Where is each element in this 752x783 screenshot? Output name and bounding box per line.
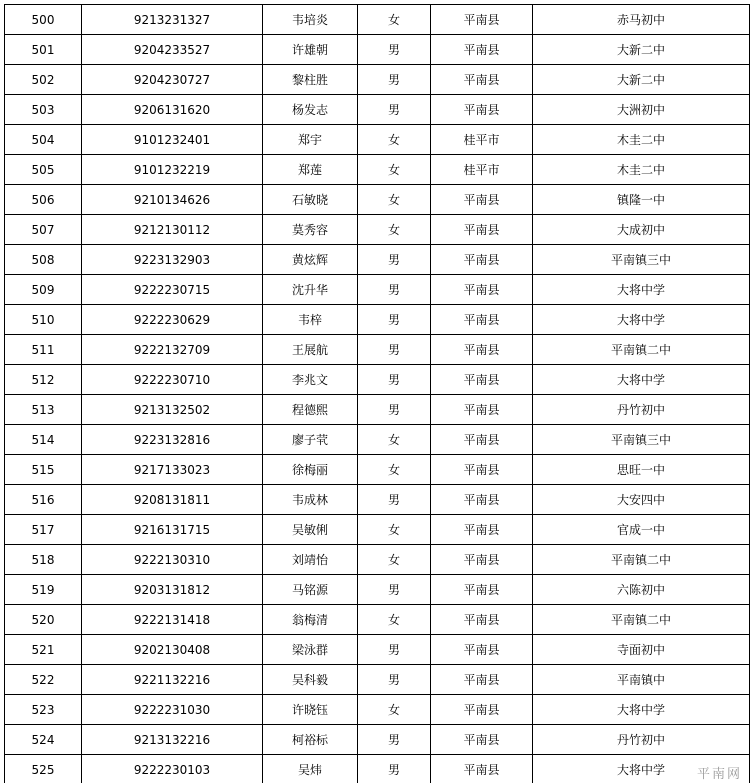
gender-cell: 男 bbox=[358, 275, 431, 305]
roster-body bbox=[5, 5, 750, 783]
row-number-cell: 503 bbox=[5, 95, 82, 125]
student-name-cell: 李兆文 bbox=[263, 365, 358, 395]
row-number-cell: 507 bbox=[5, 215, 82, 245]
table-row bbox=[5, 335, 750, 365]
row-number-cell: 518 bbox=[5, 545, 82, 575]
row-number-cell: 505 bbox=[5, 155, 82, 185]
county-cell: 平南县 bbox=[431, 545, 533, 575]
row-number-cell: 524 bbox=[5, 725, 82, 755]
county-cell: 平南县 bbox=[431, 665, 533, 695]
school-cell: 赤马初中 bbox=[533, 5, 750, 35]
student-name-cell: 吴科毅 bbox=[263, 665, 358, 695]
table-row bbox=[5, 575, 750, 605]
county-cell: 平南县 bbox=[431, 245, 533, 275]
school-cell: 寺面初中 bbox=[533, 635, 750, 665]
school-cell: 大将中学 bbox=[533, 695, 750, 725]
row-number-cell: 515 bbox=[5, 455, 82, 485]
gender-cell: 男 bbox=[358, 755, 431, 783]
county-cell: 平南县 bbox=[431, 65, 533, 95]
row-number-cell: 521 bbox=[5, 635, 82, 665]
row-number-cell: 520 bbox=[5, 605, 82, 635]
table-row bbox=[5, 275, 750, 305]
row-number-cell: 506 bbox=[5, 185, 82, 215]
exam-id-cell: 9212130112 bbox=[82, 215, 263, 245]
school-cell: 思旺一中 bbox=[533, 455, 750, 485]
gender-cell: 男 bbox=[358, 335, 431, 365]
gender-cell: 男 bbox=[358, 665, 431, 695]
exam-id-cell: 9210134626 bbox=[82, 185, 263, 215]
exam-id-cell: 9222131418 bbox=[82, 605, 263, 635]
county-cell: 平南县 bbox=[431, 335, 533, 365]
exam-id-cell: 9222231030 bbox=[82, 695, 263, 725]
school-cell: 平南镇三中 bbox=[533, 245, 750, 275]
student-name-cell: 莫秀容 bbox=[263, 215, 358, 245]
row-number-cell: 500 bbox=[5, 5, 82, 35]
school-cell: 大新二中 bbox=[533, 65, 750, 95]
student-roster-table bbox=[4, 4, 750, 783]
table-row bbox=[5, 455, 750, 485]
exam-id-cell: 9217133023 bbox=[82, 455, 263, 485]
student-name-cell: 韦梓 bbox=[263, 305, 358, 335]
exam-id-cell: 9222230715 bbox=[82, 275, 263, 305]
table-row bbox=[5, 695, 750, 725]
table-row bbox=[5, 215, 750, 245]
student-name-cell: 徐梅丽 bbox=[263, 455, 358, 485]
table-row bbox=[5, 65, 750, 95]
county-cell: 平南县 bbox=[431, 635, 533, 665]
exam-id-cell: 9101232401 bbox=[82, 125, 263, 155]
school-cell: 丹竹初中 bbox=[533, 725, 750, 755]
row-number-cell: 509 bbox=[5, 275, 82, 305]
row-number-cell: 510 bbox=[5, 305, 82, 335]
school-cell: 大将中学 bbox=[533, 275, 750, 305]
table-row bbox=[5, 545, 750, 575]
row-number-cell: 517 bbox=[5, 515, 82, 545]
row-number-cell: 501 bbox=[5, 35, 82, 65]
row-number-cell: 522 bbox=[5, 665, 82, 695]
exam-id-cell: 9223132816 bbox=[82, 425, 263, 455]
gender-cell: 男 bbox=[358, 575, 431, 605]
row-number-cell: 519 bbox=[5, 575, 82, 605]
table-row bbox=[5, 725, 750, 755]
exam-id-cell: 9222230103 bbox=[82, 755, 263, 783]
student-name-cell: 韦培炎 bbox=[263, 5, 358, 35]
row-number-cell: 513 bbox=[5, 395, 82, 425]
exam-id-cell: 9216131715 bbox=[82, 515, 263, 545]
gender-cell: 男 bbox=[358, 245, 431, 275]
school-cell: 大将中学 bbox=[533, 755, 750, 783]
row-number-cell: 511 bbox=[5, 335, 82, 365]
student-name-cell: 黎柱胜 bbox=[263, 65, 358, 95]
exam-id-cell: 9213132216 bbox=[82, 725, 263, 755]
school-cell: 平南镇中 bbox=[533, 665, 750, 695]
exam-id-cell: 9202130408 bbox=[82, 635, 263, 665]
row-number-cell: 504 bbox=[5, 125, 82, 155]
table-row bbox=[5, 635, 750, 665]
county-cell: 平南县 bbox=[431, 5, 533, 35]
table-row bbox=[5, 5, 750, 35]
county-cell: 平南县 bbox=[431, 215, 533, 245]
county-cell: 平南县 bbox=[431, 485, 533, 515]
county-cell: 平南县 bbox=[431, 755, 533, 783]
county-cell: 平南县 bbox=[431, 455, 533, 485]
county-cell: 平南县 bbox=[431, 365, 533, 395]
county-cell: 平南县 bbox=[431, 575, 533, 605]
school-cell: 丹竹初中 bbox=[533, 395, 750, 425]
table-row bbox=[5, 755, 750, 783]
gender-cell: 女 bbox=[358, 455, 431, 485]
exam-id-cell: 9101232219 bbox=[82, 155, 263, 185]
student-name-cell: 梁泳群 bbox=[263, 635, 358, 665]
school-cell: 官成一中 bbox=[533, 515, 750, 545]
school-cell: 大安四中 bbox=[533, 485, 750, 515]
county-cell: 平南县 bbox=[431, 275, 533, 305]
table-row bbox=[5, 365, 750, 395]
gender-cell: 女 bbox=[358, 5, 431, 35]
student-name-cell: 石敏晓 bbox=[263, 185, 358, 215]
school-cell: 平南镇二中 bbox=[533, 545, 750, 575]
school-cell: 平南镇二中 bbox=[533, 605, 750, 635]
table-row bbox=[5, 305, 750, 335]
exam-id-cell: 9204230727 bbox=[82, 65, 263, 95]
gender-cell: 女 bbox=[358, 515, 431, 545]
row-number-cell: 508 bbox=[5, 245, 82, 275]
gender-cell: 男 bbox=[358, 35, 431, 65]
table-row bbox=[5, 605, 750, 635]
student-name-cell: 廖子茕 bbox=[263, 425, 358, 455]
exam-id-cell: 9204233527 bbox=[82, 35, 263, 65]
county-cell: 平南县 bbox=[431, 425, 533, 455]
row-number-cell: 502 bbox=[5, 65, 82, 95]
table-row bbox=[5, 665, 750, 695]
student-name-cell: 沈升华 bbox=[263, 275, 358, 305]
exam-id-cell: 9203131812 bbox=[82, 575, 263, 605]
school-cell: 大新二中 bbox=[533, 35, 750, 65]
row-number-cell: 516 bbox=[5, 485, 82, 515]
table-row bbox=[5, 515, 750, 545]
gender-cell: 女 bbox=[358, 605, 431, 635]
exam-id-cell: 9222130310 bbox=[82, 545, 263, 575]
table-row bbox=[5, 395, 750, 425]
student-name-cell: 吴敏俐 bbox=[263, 515, 358, 545]
student-name-cell: 翁梅清 bbox=[263, 605, 358, 635]
table-row bbox=[5, 485, 750, 515]
county-cell: 平南县 bbox=[431, 95, 533, 125]
table-row bbox=[5, 35, 750, 65]
exam-id-cell: 9222230710 bbox=[82, 365, 263, 395]
school-cell: 六陈初中 bbox=[533, 575, 750, 605]
table-row bbox=[5, 185, 750, 215]
gender-cell: 女 bbox=[358, 545, 431, 575]
site-watermark: 平南网 bbox=[691, 761, 746, 783]
student-name-cell: 杨发志 bbox=[263, 95, 358, 125]
row-number-cell: 512 bbox=[5, 365, 82, 395]
student-name-cell: 郑宇 bbox=[263, 125, 358, 155]
gender-cell: 女 bbox=[358, 185, 431, 215]
exam-id-cell: 9213231327 bbox=[82, 5, 263, 35]
county-cell: 桂平市 bbox=[431, 125, 533, 155]
school-cell: 大将中学 bbox=[533, 365, 750, 395]
gender-cell: 女 bbox=[358, 155, 431, 185]
gender-cell: 男 bbox=[358, 485, 431, 515]
gender-cell: 男 bbox=[358, 365, 431, 395]
county-cell: 平南县 bbox=[431, 305, 533, 335]
table-row bbox=[5, 155, 750, 185]
school-cell: 木圭二中 bbox=[533, 155, 750, 185]
gender-cell: 女 bbox=[358, 215, 431, 245]
county-cell: 平南县 bbox=[431, 185, 533, 215]
student-name-cell: 吴炜 bbox=[263, 755, 358, 783]
school-cell: 镇隆一中 bbox=[533, 185, 750, 215]
county-cell: 平南县 bbox=[431, 35, 533, 65]
exam-id-cell: 9221132216 bbox=[82, 665, 263, 695]
gender-cell: 女 bbox=[358, 695, 431, 725]
exam-id-cell: 9206131620 bbox=[82, 95, 263, 125]
table-row bbox=[5, 95, 750, 125]
gender-cell: 男 bbox=[358, 395, 431, 425]
table-row bbox=[5, 125, 750, 155]
exam-id-cell: 9213132502 bbox=[82, 395, 263, 425]
student-name-cell: 程德熙 bbox=[263, 395, 358, 425]
school-cell: 大将中学 bbox=[533, 305, 750, 335]
row-number-cell: 525 bbox=[5, 755, 82, 783]
student-name-cell: 王展航 bbox=[263, 335, 358, 365]
student-name-cell: 韦成林 bbox=[263, 485, 358, 515]
gender-cell: 男 bbox=[358, 635, 431, 665]
row-number-cell: 523 bbox=[5, 695, 82, 725]
county-cell: 桂平市 bbox=[431, 155, 533, 185]
row-number-cell: 514 bbox=[5, 425, 82, 455]
student-name-cell: 刘靖怡 bbox=[263, 545, 358, 575]
student-name-cell: 许晓钰 bbox=[263, 695, 358, 725]
student-name-cell: 黄炫辉 bbox=[263, 245, 358, 275]
gender-cell: 女 bbox=[358, 425, 431, 455]
county-cell: 平南县 bbox=[431, 395, 533, 425]
county-cell: 平南县 bbox=[431, 725, 533, 755]
school-cell: 平南镇三中 bbox=[533, 425, 750, 455]
county-cell: 平南县 bbox=[431, 515, 533, 545]
exam-id-cell: 9208131811 bbox=[82, 485, 263, 515]
school-cell: 大成初中 bbox=[533, 215, 750, 245]
gender-cell: 男 bbox=[358, 725, 431, 755]
school-cell: 平南镇二中 bbox=[533, 335, 750, 365]
county-cell: 平南县 bbox=[431, 605, 533, 635]
school-cell: 木圭二中 bbox=[533, 125, 750, 155]
student-name-cell: 郑莲 bbox=[263, 155, 358, 185]
exam-id-cell: 9223132903 bbox=[82, 245, 263, 275]
exam-id-cell: 9222230629 bbox=[82, 305, 263, 335]
school-cell: 大洲初中 bbox=[533, 95, 750, 125]
gender-cell: 男 bbox=[358, 95, 431, 125]
county-cell: 平南县 bbox=[431, 695, 533, 725]
table-row bbox=[5, 245, 750, 275]
gender-cell: 女 bbox=[358, 125, 431, 155]
gender-cell: 男 bbox=[358, 305, 431, 335]
gender-cell: 男 bbox=[358, 65, 431, 95]
table-row bbox=[5, 425, 750, 455]
student-name-cell: 许雄朝 bbox=[263, 35, 358, 65]
student-name-cell: 马铭源 bbox=[263, 575, 358, 605]
exam-id-cell: 9222132709 bbox=[82, 335, 263, 365]
student-name-cell: 柯裕标 bbox=[263, 725, 358, 755]
